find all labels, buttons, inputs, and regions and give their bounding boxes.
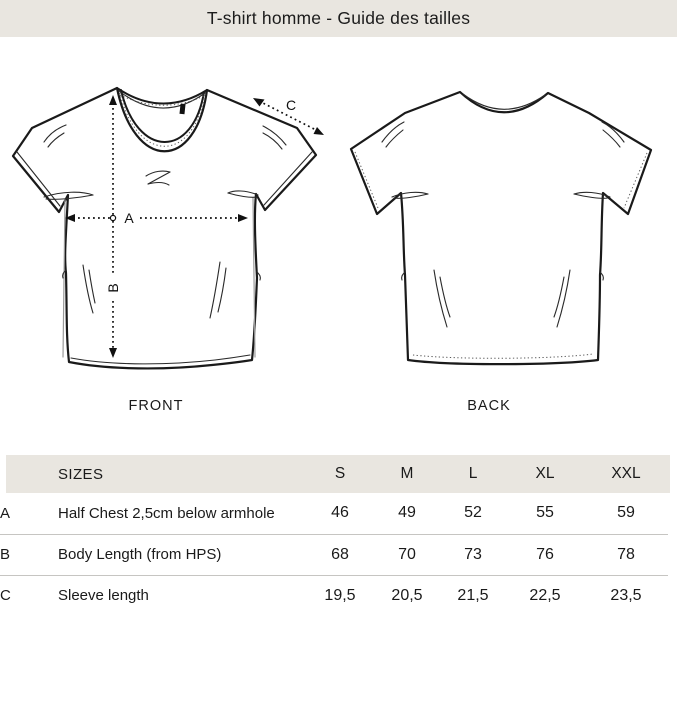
table-header-row [0, 455, 668, 493]
value-cell: 52 [440, 493, 506, 534]
front-shirt-drawing [13, 88, 316, 368]
tshirt-diagram [0, 37, 677, 455]
measure-b-label: B [105, 283, 121, 293]
value-cell: 20,5 [391, 586, 423, 604]
value-cell: 76 [506, 534, 584, 575]
col-header-m: M [400, 465, 414, 482]
page-title: T-shirt homme - Guide des tailles [206, 8, 471, 28]
value-cell: 23,5 [610, 586, 642, 604]
sizes-header: SIZES [58, 465, 104, 483]
value-cell: 22,5 [529, 586, 561, 604]
value-cell: 68 [306, 534, 374, 575]
value-cell: 46 [306, 493, 374, 534]
size-table-section [0, 455, 677, 620]
size-table [0, 455, 668, 616]
value-cell: 21,5 [457, 586, 489, 604]
value-cell: 73 [440, 534, 506, 575]
back-view-label: BACK [467, 398, 511, 414]
value-cell: 59 [584, 493, 668, 534]
neck-label-tag [179, 104, 185, 114]
table-row-b [0, 534, 668, 575]
value-cell: 49 [374, 493, 440, 534]
back-shirt-drawing [351, 92, 651, 364]
corner-cell [0, 455, 58, 493]
row-letter: C [0, 587, 11, 605]
row-label: Body Length (from HPS) [58, 534, 306, 575]
arrow-intersection-dot [110, 215, 115, 220]
value-cell: 55 [506, 493, 584, 534]
table-row-c [0, 575, 668, 616]
value-cell: 70 [374, 534, 440, 575]
measure-c-label: C [285, 97, 297, 113]
row-letter: A [0, 493, 58, 534]
row-label: Sleeve length [58, 587, 149, 605]
row-letter: B [0, 534, 58, 575]
col-header-l: L [468, 465, 478, 482]
col-header-xl: XL [535, 465, 555, 482]
front-view-label: FRONT [128, 398, 184, 414]
value-cell: 19,5 [324, 586, 356, 604]
col-header-s: S [334, 465, 346, 482]
value-cell: 78 [584, 534, 668, 575]
row-label: Half Chest 2,5cm below armhole [58, 493, 306, 534]
measure-a-label: A [124, 210, 134, 226]
title-bar [0, 0, 677, 37]
col-header-xxl: XXL [611, 465, 641, 482]
table-row-a [0, 493, 668, 534]
